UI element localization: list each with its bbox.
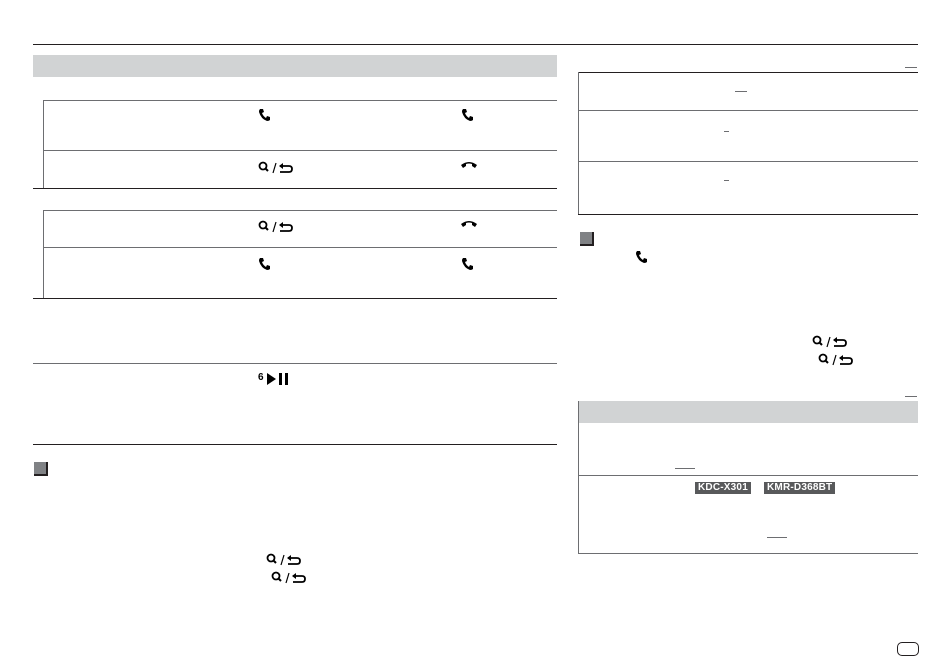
phone-icon bbox=[257, 256, 279, 270]
search-back-icon bbox=[258, 220, 280, 234]
search-back-icon bbox=[818, 353, 840, 367]
table-1-left-rule bbox=[43, 100, 44, 188]
phone-icon bbox=[257, 107, 279, 121]
right-table-row-rule bbox=[578, 161, 918, 162]
right-underline-mark bbox=[735, 91, 747, 92]
search-back-icon bbox=[812, 335, 834, 349]
play-pause-key bbox=[258, 372, 298, 386]
table-1-top-rule bbox=[43, 100, 557, 101]
model-badge: KDC-X301 bbox=[695, 482, 751, 494]
model-badge: KMR-D368BT bbox=[764, 482, 835, 494]
right-table-top-rule bbox=[578, 72, 918, 73]
right-underline-mark bbox=[767, 537, 787, 538]
phone-icon bbox=[460, 256, 482, 270]
search-back-icon bbox=[266, 553, 288, 567]
phone-icon bbox=[460, 107, 482, 121]
right-underline-mark bbox=[724, 180, 729, 181]
table-2-row-rule bbox=[43, 247, 557, 248]
row-rule bbox=[33, 363, 557, 364]
table-1-bottom-rule bbox=[33, 188, 557, 189]
row-rule-bottom bbox=[33, 444, 557, 445]
section-square-marker bbox=[34, 462, 48, 476]
right-table-bottom-rule bbox=[578, 214, 918, 215]
search-back-icon bbox=[271, 571, 293, 585]
right-table-2-header bbox=[578, 401, 918, 423]
right-table-2-bottom-rule bbox=[578, 553, 918, 554]
table-1-row-rule bbox=[43, 150, 557, 151]
hang-up-icon bbox=[460, 159, 482, 173]
right-table-2-row-rule bbox=[578, 475, 918, 476]
hang-up-icon bbox=[460, 218, 482, 232]
right-top-mark bbox=[905, 67, 917, 68]
right-table-left-rule bbox=[578, 72, 579, 215]
right-underline-mark bbox=[675, 468, 695, 469]
table-2-top-rule bbox=[43, 210, 557, 211]
top-rule bbox=[33, 44, 918, 45]
table-2-left-rule bbox=[43, 210, 44, 298]
page-language-badge bbox=[897, 642, 919, 656]
right-table-2-mark bbox=[905, 396, 917, 397]
search-back-icon bbox=[258, 161, 280, 175]
phone-icon bbox=[634, 249, 656, 263]
section-square-marker bbox=[580, 232, 594, 246]
key-6-label: 6 bbox=[258, 372, 264, 383]
play-pause-icon bbox=[266, 373, 292, 385]
table-2-bottom-rule bbox=[33, 298, 557, 299]
right-underline-mark bbox=[724, 131, 729, 132]
right-table-2-left-rule bbox=[578, 401, 579, 553]
section-banner bbox=[33, 55, 557, 77]
right-table-row-rule bbox=[578, 110, 918, 111]
